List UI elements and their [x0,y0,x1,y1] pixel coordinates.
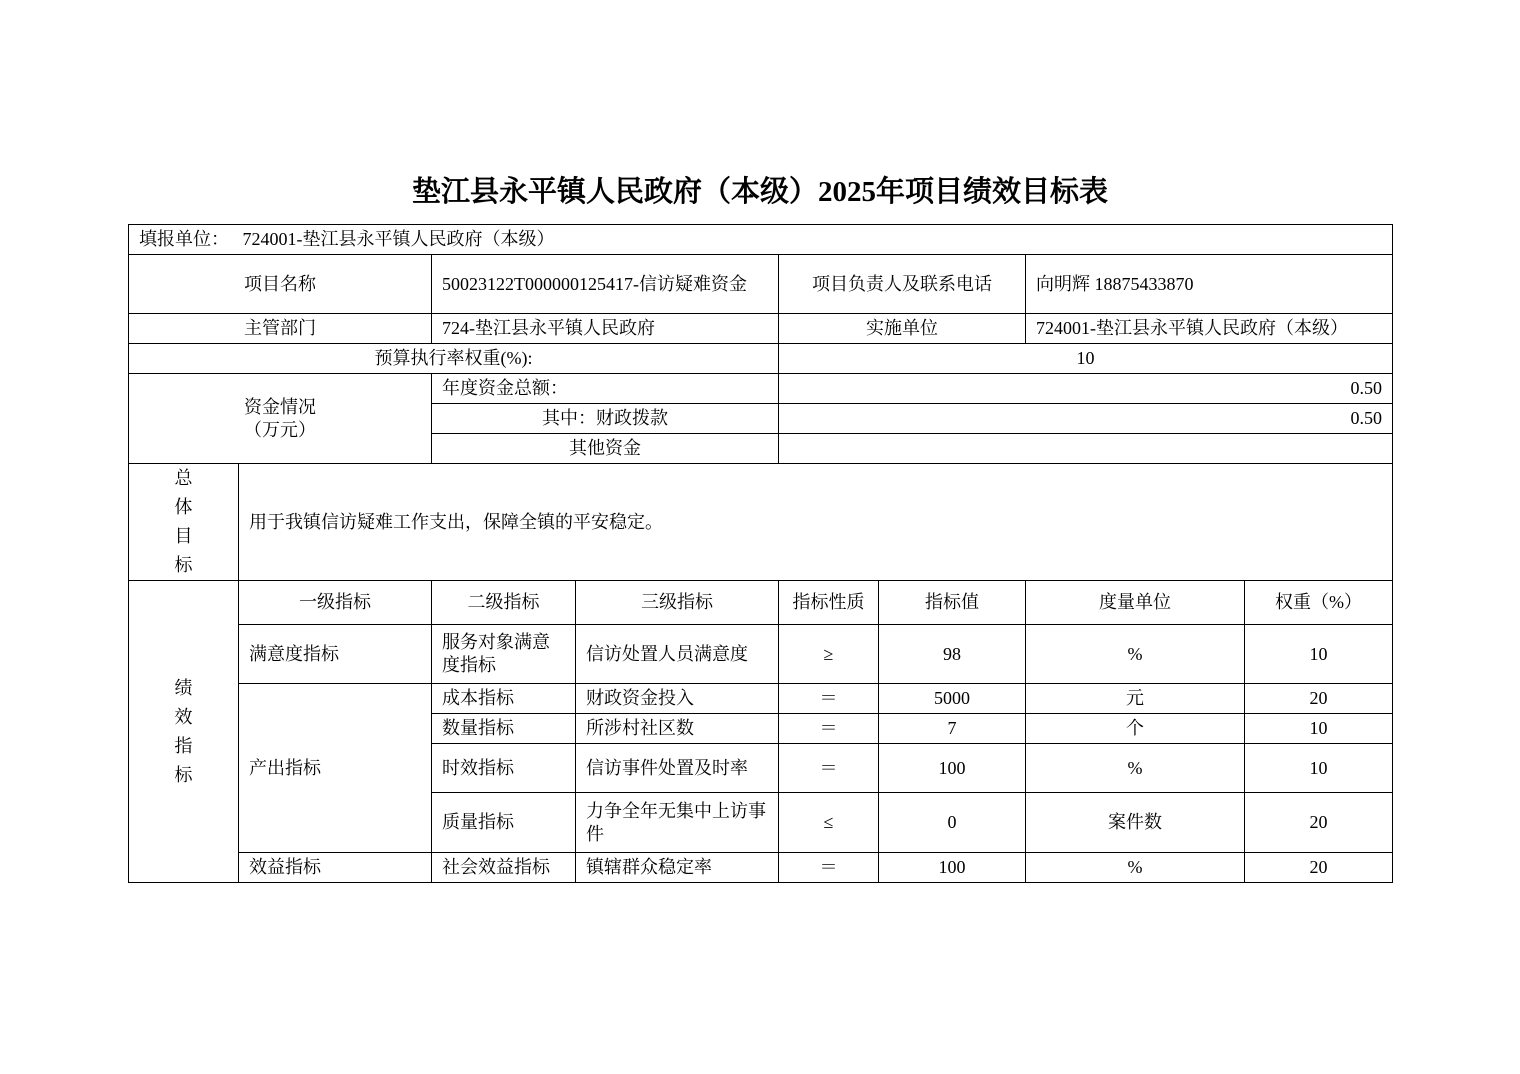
row-level3: 镇辖群众稳定率 [576,853,779,883]
row-level2: 时效指标 [432,744,576,793]
funds-total-label: 年度资金总额： [432,374,779,404]
row-weight: 10 [1245,744,1393,793]
indicators-label-char: 指 [174,735,193,756]
col-header-unit: 度量单位 [1026,581,1245,625]
row-unit: % [1026,625,1245,684]
goal-label-char: 总 [174,468,193,488]
table-row [129,684,1393,714]
row-level3: 所涉村社区数 [576,714,779,744]
row-op: ＝ [779,853,879,883]
row-value: 7 [879,714,1026,744]
funds-other-value [779,434,1393,464]
performance-table [128,224,1393,883]
level1-satisfaction: 满意度指标 [239,625,432,684]
page-title: 垫江县永平镇人民政府（本级）2025年项目绩效目标表 [411,176,1108,208]
indicators-label-char: 效 [174,706,193,727]
row-level3: 力争全年无集中上访事件 [576,793,779,853]
goal-label-char: 目 [174,526,193,546]
budget-rate-value: 10 [779,344,1393,374]
row-unit: 元 [1026,684,1245,714]
row-unit: 案件数 [1026,793,1245,853]
row-unit: % [1026,853,1245,883]
row-value: 100 [879,853,1026,883]
row-weight: 20 [1245,684,1393,714]
goal-label-char: 标 [174,555,193,575]
table-row [129,625,1393,684]
col-header-level3: 三级指标 [576,581,779,625]
row-weight: 10 [1245,714,1393,744]
row-op: ＝ [779,684,879,714]
table-row [129,853,1393,883]
row-level3: 信访事件处置及时率 [576,744,779,793]
fill-unit-value: 724001-垫江县永平镇人民政府（本级） [242,229,555,249]
indicators-label [129,581,239,883]
goal-label [129,464,239,581]
impl-value: 724001-垫江县永平镇人民政府（本级） [1026,314,1393,344]
contact-label: 项目负责人及联系电话 [779,255,1026,314]
row-op: ≤ [779,793,879,853]
row-value: 100 [879,744,1026,793]
row-op: ＝ [779,744,879,793]
row-unit: % [1026,744,1245,793]
col-header-level1: 一级指标 [239,581,432,625]
budget-rate-label: 预算执行率权重(%): [129,344,779,374]
row-weight: 10 [1245,625,1393,684]
fill-unit-row [129,225,1393,255]
funds-fiscal-label: 其中：财政拨款 [432,404,779,434]
level1-benefit: 效益指标 [239,853,432,883]
row-level2: 社会效益指标 [432,853,576,883]
col-header-weight: 权重（%） [1245,581,1393,625]
row-weight: 20 [1245,793,1393,853]
row-level2: 服务对象满意度指标 [432,625,576,684]
row-level3: 信访处置人员满意度 [576,625,779,684]
project-name-label: 项目名称 [129,255,432,314]
dept-value: 724-垫江县永平镇人民政府 [432,314,779,344]
row-weight: 20 [1245,853,1393,883]
col-header-nature: 指标性质 [779,581,879,625]
fill-unit-label: 填报单位： [139,229,229,249]
row-level2: 成本指标 [432,684,576,714]
project-name-value: 50023122T000000125417-信访疑难资金 [432,255,779,314]
funds-total-value: 0.50 [779,374,1393,404]
indicators-label-char: 绩 [174,677,193,698]
row-level2: 质量指标 [432,793,576,853]
row-level3: 财政资金投入 [576,684,779,714]
col-header-value: 指标值 [879,581,1026,625]
level1-output: 产出指标 [239,684,432,853]
row-unit: 个 [1026,714,1245,744]
row-value: 5000 [879,684,1026,714]
contact-value: 向明辉 18875433870 [1026,255,1393,314]
funds-other-label: 其他资金 [432,434,779,464]
row-level2: 数量指标 [432,714,576,744]
row-op: ＝ [779,714,879,744]
indicators-label-char: 标 [174,764,193,785]
col-header-level2: 二级指标 [432,581,576,625]
row-value: 98 [879,625,1026,684]
funds-label [129,374,432,464]
row-op: ≥ [779,625,879,684]
row-value: 0 [879,793,1026,853]
dept-label: 主管部门 [129,314,432,344]
funds-label-line1: 资金情况 [244,396,316,417]
funds-label-line2: （万元） [244,419,316,440]
funds-fiscal-value: 0.50 [779,404,1393,434]
goal-text: 用于我镇信访疑难工作支出，保障全镇的平安稳定。 [239,464,1393,581]
goal-label-char: 体 [174,497,193,517]
impl-label: 实施单位 [779,314,1026,344]
